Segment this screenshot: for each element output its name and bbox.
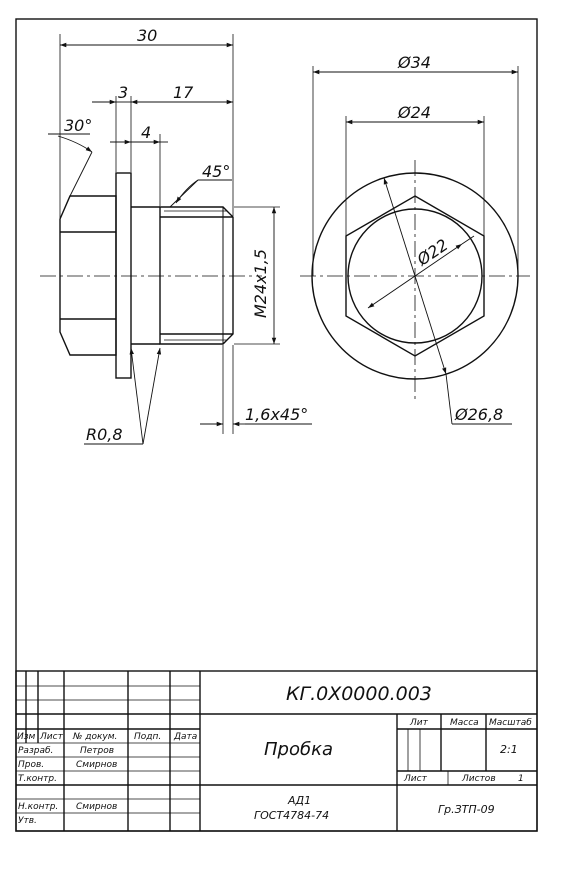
dim-arc-30deg: [58, 136, 92, 152]
dim-flange-thickness: 3: [118, 83, 129, 102]
dim-neck-length: 4: [141, 123, 152, 142]
extension-lines-front: [313, 66, 518, 276]
dimension-lines-side: [48, 45, 312, 444]
tb-role-approved: Утв.: [18, 816, 37, 826]
dim-thread-length: 17: [173, 83, 194, 102]
dim-fillet-radius: R0,8: [86, 425, 123, 444]
dimension-lines-front: [313, 72, 518, 424]
tb-header-mass: Масса: [450, 718, 479, 728]
tb-material-line2: ГОСТ4784-74: [254, 809, 330, 822]
tb-material-line1: АД1: [288, 794, 312, 807]
tb-sheet-label: Лист: [404, 774, 427, 784]
side-view: [60, 173, 233, 378]
tb-header-lit: Лит: [410, 718, 428, 728]
dim-hex-chamfer-angle: 30°: [64, 116, 93, 135]
flange-outline: [116, 173, 131, 378]
extension-lines-side: [60, 34, 280, 434]
tb-sheets-label: Листов: [462, 774, 496, 784]
tb-header-scale: Масштаб: [489, 718, 532, 728]
tb-name-norm-control: Смирнов: [76, 802, 118, 812]
tb-header-date: Дата: [174, 732, 198, 742]
dim-hex-across-flats: Ø24: [398, 103, 431, 122]
tb-name-developer: Петров: [80, 746, 115, 756]
tb-role-checker: Пров.: [18, 760, 45, 770]
tb-organization: Гр.ЗТП-09: [438, 803, 495, 816]
dim-thread-chamfer-angle: 45°: [202, 162, 231, 181]
tb-header-list: Лист: [40, 732, 63, 742]
tb-sheets-count: 1: [518, 774, 524, 784]
tb-role-developer: Разраб.: [18, 746, 54, 756]
dim-chamfer: 1,6x45°: [245, 405, 309, 424]
tb-header-sign: Подп.: [134, 732, 162, 742]
tb-header-doc-no: № докум.: [73, 732, 118, 742]
tb-role-tech-control: Т.контр.: [18, 774, 58, 784]
hex-head-outline: [60, 196, 116, 355]
dim-inner-diameter: Ø22: [413, 235, 452, 270]
dim-hex-across-corners: Ø26,8: [455, 405, 504, 424]
tb-name-checker: Смирнов: [76, 760, 118, 770]
thread-body-outline: [160, 207, 233, 344]
tb-role-norm-control: Н.контр.: [18, 802, 59, 812]
dim-overall-length: 30: [137, 26, 158, 45]
tb-scale-value: 2:1: [500, 743, 518, 756]
tb-designation: КГ.0Х0000.003: [286, 683, 432, 705]
dim-thread-spec: M24x1,5: [251, 248, 270, 318]
center-lines-front: [300, 160, 530, 400]
dim-flange-diameter: Ø34: [398, 53, 431, 72]
tb-header-izm: Изм: [17, 732, 36, 742]
tb-part-name: Пробка: [264, 739, 333, 760]
